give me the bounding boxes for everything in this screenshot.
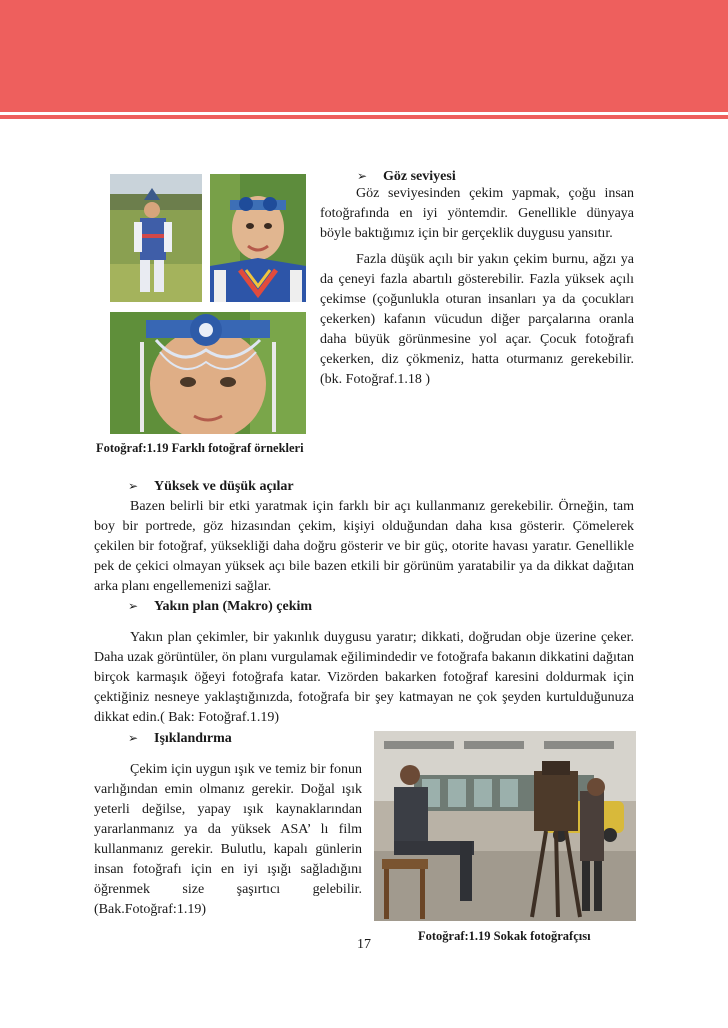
arrow-bullet-icon: ➢ [128,731,139,745]
heading-macro [128,599,312,615]
paragraph-eye-level: Göz seviyesinden çekim yapmak, çoğu insan fotoğrafında en iyi yöntemdir. Genellikle dünyaya böyle baktığımız için bir gerçeklik duygusu yansıtır. [320,186,634,241]
photo-caption-street: Fotoğraf:1.19 Sokak fotoğrafçısı [418,929,591,943]
heading-high-low-angles-text: Yüksek ve düşük açılar [154,479,294,494]
paragraph-angles: Bazen belirli bir etki yaratmak için farklı bir açı kullanmanız gerekebilir. Örneğin, tam boy bir portrede, göz hizasından çekim, kişiyi olduğundan daha kısa gösterir. Çömelerek çekilen bir fotoğraf, yüksekliği daha doğru gösterir ve bir güç, otorite havası yaratır. Genellikle pek de çekici olmayan yüksek açı bile bazen etkili bir görünüm yaratabilir ya da dikkat dağıtan arka planı engellemenizi sağlar. [94,499,634,594]
photo-child-closeup [110,312,306,434]
paragraph-lighting: Çekim için uygun ışık ve temiz bir fonun varlığından emin olmanız gerekir. Doğal ışık yeterli değilse, yapay ışık kaynaklarından yararlanmanız ya da yüksek ASA’ lı film kullanmanız gerekir. Bulutlu, kapalı günlerin insan fotoğrafı için en iyi ışığı sağladığını öğrenmek size şaşırtıcı gelebilir. (Bak.Fotoğraf:1.19) [94,762,362,917]
photo-child-full-body [110,174,202,302]
photo-street-photographer [374,731,636,921]
heading-lighting [128,731,232,747]
header-band [0,0,728,112]
heading-macro-text: Yakın plan (Makro) çekim [154,599,313,614]
arrow-bullet-icon: ➢ [128,599,139,613]
heading-eye-level [357,169,456,185]
paragraph-macro: Yakın plan çekimler, bir yakınlık duygusu yaratır; dikkati, doğrudan obje üzerine çeker. Daha uzak görüntüler, ön planı vurgulamak eğilimindedir ve fotoğrafa bakanın dikkatini dağıtan birçok karmaşık öğeyi fotoğrafa katar. Vizörden bakarken fotoğraf karesini doldurmak için çektiğiniz nesneye yaklaştığınızda, fotoğrafa bir şey katmayan ne çok şeyden kurtulduğunuza dikkat edin.( Bak: Fotoğraf.1.19) [94,630,634,725]
header-rule [0,115,728,119]
photo-child-headband [210,174,306,302]
arrow-bullet-icon: ➢ [357,169,368,183]
heading-high-low-angles [128,479,294,495]
heading-lighting-text: Işıklandırma [154,731,232,746]
page-number: 17 [357,937,371,952]
photo-caption-samples: Fotoğraf:1.19 Farklı fotoğraf örnekleri [96,441,304,455]
arrow-bullet-icon: ➢ [128,479,139,493]
heading-eye-level-text: Göz seviyesi [383,169,456,184]
paragraph-low-high-angle: Fazla düşük açılı bir yakın çekim burnu, ağzı ya da çeneyi fazla abartılı gösterebilir. Fazla yüksek açılı çekimse (çoğunlukla oturan insanları ya da çocukları çekerken) kafanın vücudun diğer parçalarına oranla daha büyük görünmesine yol açar. Çocuk fotoğrafı çekerken, diz çökmeniz, hatta oturmanız gerekebilir. (bk. Fotoğraf.1.18 ) [320,252,634,387]
